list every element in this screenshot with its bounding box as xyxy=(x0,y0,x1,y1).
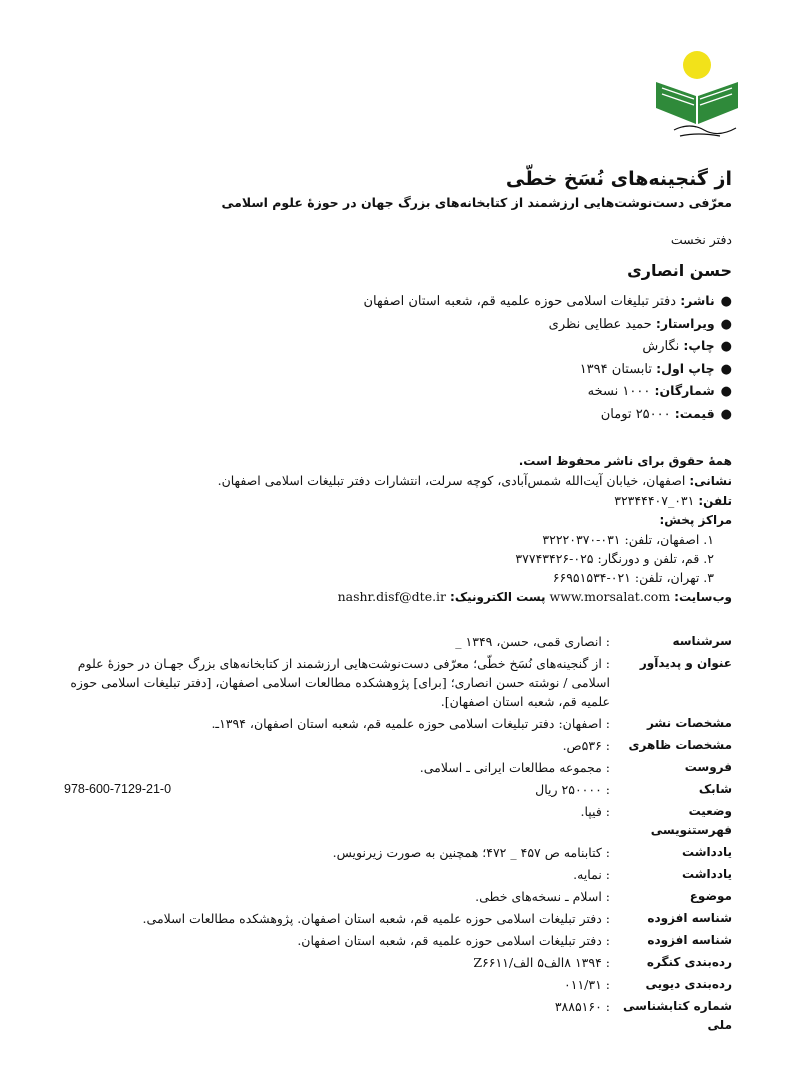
list-item: ●ویراستار: حمید عطایی نظری xyxy=(364,313,733,336)
table-row: سرشناسه : انصاری قمی، حسن، ۱۳۴۹ _ xyxy=(455,634,732,649)
table-row: رده‌بندی دیویی : ۰۱۱/۳۱ xyxy=(564,977,732,992)
list-item: ●چاپ: نگارش xyxy=(364,335,733,358)
bullet-icon: ● xyxy=(720,294,732,309)
publisher-logo xyxy=(650,48,745,140)
email-link[interactable]: nashr.disf@dte.ir xyxy=(337,589,447,604)
table-row: شناسه افزوده : دفتر تبلیغات اسلامی حوزه علمیه قم، شعبه استان اصفهان. xyxy=(297,933,732,948)
cataloging-data xyxy=(64,632,732,1038)
table-row: رده‌بندی کنگره : ۱۳۹۴ ۸الف۵ الف/Z۶۶۱۱ xyxy=(473,955,732,970)
distribution-centers-label: مراکز پخش: xyxy=(659,513,732,527)
web-contact-line: وب‌سایت: www.morsalat.com پست الکترونیک: nashr.disf@dte.ir xyxy=(337,589,732,604)
bullet-icon: ● xyxy=(720,384,732,399)
table-row: یادداشت : نمایه. xyxy=(573,867,732,882)
bullet-icon: ● xyxy=(720,316,732,332)
table-row: شابک : ۲۵۰۰۰۰ ریال 978-600-7129-21-0 xyxy=(64,782,732,797)
distribution-center: ۲. قم، تلفن و دورنگار: ۰۲۵-۳۷۷۴۳۴۲۶ xyxy=(515,551,714,566)
logo-sun-icon xyxy=(683,51,711,79)
website-link[interactable]: www.morsalat.com xyxy=(549,589,671,604)
list-item: ●قیمت: ۲۵۰۰۰ تومان xyxy=(364,403,733,426)
table-row: شناسه افزوده : دفتر تبلیغات اسلامی حوزه علمیه قم، شعبه استان اصفهان. پژوهشکده مطالعات اسلامی. xyxy=(142,911,732,926)
book-subtitle: معرّفی دست‌نوشت‌هایی ارزشمند از کتابخانه‌های بزرگ جهان در حوزهٔ علوم اسلامی xyxy=(221,195,732,210)
table-row: عنوان و پدیدآور : از گنجینه‌های نُسَخ خطّی؛ معرّفی دست‌نوشت‌هایی ارزشمند از کتابخانه‌های بزرگ جهـان در حوزهٔ علوم اسلامی / نوشته حسن انصاری؛ [برای] پژوهشکده مطالعات اسلامی اصفهان، [دفتر تبلیغات اسلامی حوزه علمیه قم، شعبه استان اصفهان]. xyxy=(70,656,732,709)
bullet-icon: ● xyxy=(720,406,732,422)
rights-notice: همهٔ حقوق برای ناشر محفوظ است. xyxy=(518,454,732,468)
table-row: شماره کتابشناسی ملی : ۳۸۸۵۱۶۰ xyxy=(554,999,732,1032)
rights-contact xyxy=(92,452,732,607)
distribution-center: ۳. تهران، تلفن: ۰۲۱-۶۶۹۵۱۵۳۴ xyxy=(552,570,714,585)
bullet-icon: ● xyxy=(720,361,732,377)
list-item: ●شمارگان: ۱۰۰۰ نسخه xyxy=(364,380,733,403)
table-row: فروست : مجموعه مطالعات ایرانی ـ اسلامی. xyxy=(419,760,732,775)
author-name: حسن انصاری xyxy=(627,261,732,280)
title-block xyxy=(92,165,732,283)
distribution-center: ۱. اصفهان، تلفن: ۰۳۱-۳۲۲۲۰۳۷۰ xyxy=(542,532,714,547)
address-line: نشانی: اصفهان، خیابان آیت‌الله شمس‌آبادی، کوچه سرلت، انتشارات دفتر تبلیغات اسلامی اصفهان. xyxy=(217,473,732,488)
table-row: وضعیت فهرستنویسی : فیپا. xyxy=(580,804,732,837)
table-row: یادداشت : کتابنامه ص ۴۵۷ _ ۴۷۲؛ همچنین به صورت زیرنویس. xyxy=(332,845,732,860)
table-row: مشخصات ظاهری : ۵۳۶ص. xyxy=(562,738,732,753)
isbn-number: 978-600-7129-21-0 xyxy=(64,782,172,796)
list-item: ●ناشر: دفتر تبلیغات اسلامی حوزه علمیه قم، شعبه استان اصفهان xyxy=(364,290,733,313)
bullet-icon: ● xyxy=(720,339,732,354)
publication-details xyxy=(364,290,733,425)
publisher-logo-icon xyxy=(650,48,745,140)
logo-inscription-icon xyxy=(674,126,736,136)
table-row: موضوع : اسلام ـ نسخه‌های خطی. xyxy=(475,889,732,904)
book-title: از گنجینه‌های نُسَخ خطّی xyxy=(505,168,732,190)
table-row: مشخصات نشر : اصفهان: دفتر تبلیغات اسلامی حوزه علمیه قم، شعبه استان اصفهان، ۱۳۹۴ـ. xyxy=(211,716,732,731)
volume-label: دفتر نخست xyxy=(670,232,732,247)
list-item: ●چاپ اول: تابستان ۱۳۹۴ xyxy=(364,358,733,381)
phone-line: تلفن: ۰۳۱_۳۲۳۴۴۴۰۷ xyxy=(614,493,732,508)
